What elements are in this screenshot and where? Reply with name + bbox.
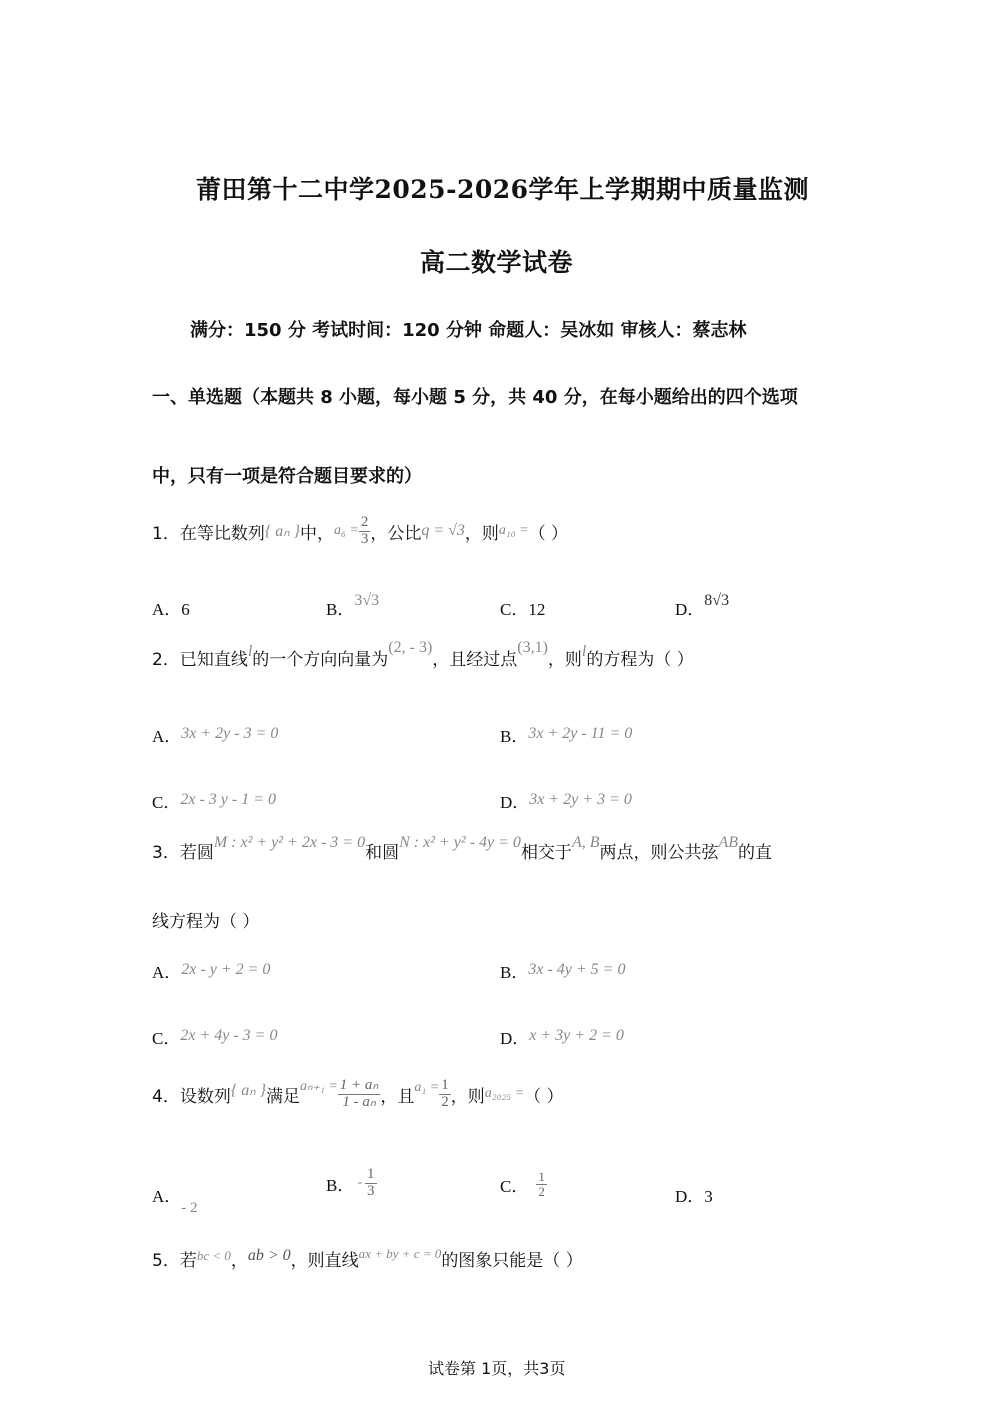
option-value: 3x + 2y - 11 = 0 (528, 725, 633, 742)
option-label: D． (500, 1029, 530, 1048)
q5-condition-2: ab > 0 (247, 1246, 291, 1264)
q4-option-a[interactable] (152, 1182, 198, 1216)
q5-text: 5．若 (152, 1251, 197, 1271)
question-2 (152, 638, 694, 670)
q1-option-d[interactable] (675, 592, 730, 620)
q2-text: 的一个方向向量为 (252, 650, 389, 670)
option-label: B． (326, 600, 355, 619)
q3-option-b[interactable] (500, 958, 625, 983)
q1-text: 中， (300, 523, 334, 544)
q3-circle-m: M : x² + y² + 2x - 3 = 0 (213, 833, 366, 851)
option-label: D． (675, 1187, 705, 1206)
option-label: A． (152, 1187, 182, 1206)
q2-option-c[interactable] (152, 788, 276, 813)
option-value: 3√3 (354, 592, 380, 609)
q4-text: 4．设数列 (152, 1086, 231, 1107)
option-fraction (536, 1170, 547, 1198)
numerator: 1 (367, 1166, 375, 1182)
question-1 (152, 515, 568, 548)
option-label: A． (152, 963, 182, 982)
denominator: 3 (360, 530, 369, 547)
q1-fraction (359, 515, 371, 548)
option-label: C． (500, 600, 529, 619)
option-value: 3x + 2y - 3 = 0 (181, 725, 279, 742)
q2-text: 的方程为（ ） (586, 650, 694, 670)
numerator: 1 (538, 1169, 545, 1184)
option-label: C． (152, 1029, 181, 1048)
option-value: 8√3 (704, 592, 730, 609)
q4-half (439, 1078, 451, 1111)
q1-option-b[interactable] (326, 592, 380, 620)
q4-a1: a₁ = (414, 1080, 440, 1096)
option-value: x + 3y + 2 = 0 (529, 1027, 624, 1044)
q1-sequence: { aₙ } (264, 523, 300, 541)
q3-option-c[interactable] (152, 1024, 277, 1049)
page-footer: 试卷第 1页，共3页 (428, 1359, 566, 1378)
option-value: 3 (704, 1187, 713, 1206)
q3-text: 和圆 (365, 843, 400, 863)
q4-sequence: { aₙ } (230, 1082, 266, 1100)
option-label: B． (326, 1175, 355, 1195)
q3-text: 两点，则公共弦 (599, 843, 719, 863)
section-heading-line1: 一、单选题（本题共 8 小题，每小题 5 分，共 40 分，在每小题给出的四个选项 (152, 387, 798, 408)
q1-text: （ ） (528, 523, 568, 544)
option-value: 6 (181, 600, 190, 619)
q1-text: ，则 (464, 523, 499, 544)
q4-text: （ ） (524, 1086, 564, 1107)
q2-line-var: l (581, 642, 587, 660)
numerator: 2 (360, 514, 369, 530)
q4-text: ，则 (450, 1086, 485, 1107)
q4-option-d[interactable] (675, 1182, 713, 1207)
q3-chord: AB (718, 833, 739, 851)
question-3 (152, 833, 773, 863)
numerator: 1 (441, 1077, 449, 1093)
q4-option-b[interactable] (326, 1167, 377, 1200)
q1-text: 1．在等比数列 (152, 523, 265, 544)
q2-text: ，且经过点 (432, 650, 518, 670)
option-label: D． (675, 600, 705, 619)
question-5 (152, 1246, 583, 1271)
option-label: C． (152, 793, 181, 812)
q1-a10: a₁₀ = (498, 523, 529, 539)
exam-subtitle: 高二数学试卷 (420, 248, 574, 277)
option-value: 2x - 3 y - 1 = 0 (180, 791, 276, 808)
q2-option-b[interactable] (500, 722, 632, 747)
option-label: B． (500, 963, 529, 982)
option-label: D． (500, 793, 530, 812)
option-label: B． (500, 727, 529, 746)
q2-option-a[interactable] (152, 722, 278, 747)
q4-text: ，且 (380, 1086, 415, 1107)
option-value: 2x + 4y - 3 = 0 (180, 1027, 278, 1044)
q3-text: 的直 (738, 843, 773, 863)
option-value: 3x + 2y + 3 = 0 (529, 791, 632, 808)
option-value: 12 (528, 600, 546, 619)
q3-option-d[interactable] (500, 1024, 624, 1049)
q3-option-a[interactable] (152, 958, 270, 983)
denominator: 3 (367, 1182, 375, 1199)
denominator: 2 (538, 1183, 545, 1199)
q1-ratio: q = √3 (421, 522, 465, 540)
denominator: 2 (441, 1093, 449, 1110)
q4-a2025: a₂₀₂₅ = (484, 1086, 525, 1102)
q2-option-d[interactable] (500, 788, 632, 813)
exam-title: 莆田第十二中学2025-2026学年上学期期中质量监测 (196, 175, 810, 204)
q2-text: 2．已知直线 (152, 650, 248, 670)
q2-line-var: l (247, 642, 253, 660)
option-value: 2x - y + 2 = 0 (181, 961, 271, 978)
q1-option-c[interactable] (500, 595, 545, 620)
option-label: A． (152, 727, 182, 746)
option-label: C． (500, 1176, 529, 1196)
question-4 (152, 1078, 564, 1111)
denominator: 1 - aₙ (342, 1093, 376, 1110)
q3-points: A, B (571, 833, 600, 851)
section-heading-line2: 中，只有一项是符合题目要求的） (152, 466, 422, 487)
q2-point: (3,1) (517, 638, 548, 656)
q3-text: 相交于 (520, 843, 572, 863)
q3-text: 3．若圆 (152, 843, 214, 863)
q4-fraction (338, 1078, 381, 1111)
q4-option-c[interactable] (500, 1170, 547, 1198)
q4-lhs: aₙ₊₁ = (300, 1078, 338, 1094)
q5-text: 的图象只能是（ ） (441, 1251, 583, 1271)
option-fraction (365, 1167, 377, 1200)
option-value: 3x - 4y + 5 = 0 (528, 961, 626, 978)
option-sign: - (357, 1175, 363, 1191)
option-value: - 2 (181, 1200, 198, 1216)
q5-condition-1: bc < 0 (196, 1247, 231, 1263)
q1-a6: a₆ = (334, 523, 359, 539)
q5-text: ，则直线 (290, 1251, 359, 1271)
exam-info: 满分：150 分 考试时间：120 分钟 命题人：吴冰如 审核人：蔡志林 (190, 320, 747, 341)
q2-direction-vector: (2, - 3) (388, 638, 433, 656)
q2-text: ，则 (547, 650, 582, 670)
q1-text: ，公比 (370, 523, 422, 544)
option-label: A． (152, 600, 182, 619)
numerator: 1 + aₙ (339, 1077, 379, 1093)
q5-text: ， (230, 1251, 248, 1271)
q1-option-a[interactable] (152, 595, 190, 620)
q3-circle-n: N : x² + y² - 4y = 0 (399, 833, 521, 851)
q3-text-cont: 线方程为（ ） (152, 912, 260, 932)
q5-line-equation: ax + by + c = 0 (358, 1245, 442, 1261)
q4-text: 满足 (266, 1086, 300, 1107)
